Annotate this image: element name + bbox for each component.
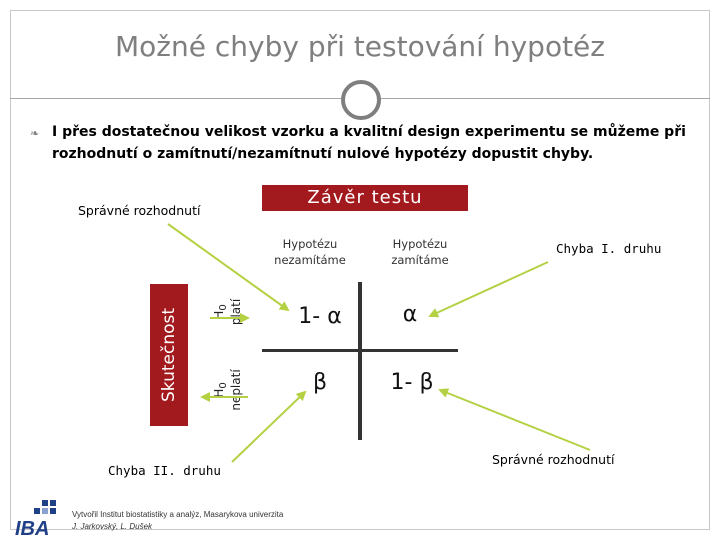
- row-h0-holds-text: platí: [229, 298, 244, 326]
- arrow-type2-to-beta: [232, 392, 305, 462]
- arrow-correct-to-one-minus-alpha: [168, 224, 288, 310]
- cell-one-minus-alpha: 1- α: [298, 304, 342, 329]
- bullet-text: I přes dostatečnou velikost vzorku a kvalitní design experimentu se můžeme při rozhodnutí o zamítnutí/nezamítnutí nulové hypotézy dopustit chyby.: [52, 124, 686, 162]
- column-header-not-rejected-line2: nezamítáme: [274, 253, 346, 267]
- column-header-rejected-line2: zamítáme: [391, 253, 449, 267]
- row-header-reality-text: Skutečnost: [159, 307, 179, 403]
- iba-logo-text: IBA: [15, 518, 50, 540]
- row-h0-subscript-2: 0: [218, 382, 230, 389]
- footer-institute: Vytvořil Institut biostatistiky a analýz, Masarykova univerzita: [72, 510, 284, 519]
- arrow-type1-to-alpha: [430, 262, 548, 316]
- bullet-icon: ❧: [30, 127, 40, 140]
- label-type1-error: Chyba I. druhu: [556, 241, 662, 256]
- row-h0-subscript: 0: [218, 304, 230, 311]
- cell-beta: β: [312, 370, 328, 395]
- column-header-not-rejected-line1: Hypotézu: [282, 237, 338, 251]
- cell-one-minus-beta: 1- β: [390, 370, 434, 395]
- cell-alpha: α: [402, 302, 418, 327]
- label-type2-error: Chyba II. druhu: [108, 463, 221, 478]
- row-h0-symbol: H: [211, 310, 226, 320]
- row-h0-symbol-2: H: [211, 388, 226, 398]
- footer-authors: J. Jarkovský, L. Dušek: [72, 522, 153, 531]
- arrow-correct-to-one-minus-beta: [440, 390, 590, 450]
- table-header-test-conclusion: Závěr testu: [262, 185, 468, 211]
- footer: [72, 509, 283, 533]
- row-h0-not-holds-text: neplatí: [229, 369, 244, 411]
- label-correct-decision-top: Správné rozhodnutí: [78, 203, 201, 218]
- label-correct-decision-bottom: Správné rozhodnutí: [492, 452, 615, 467]
- slide-title: Možné chyby při testování hypotéz: [115, 30, 605, 63]
- column-header-rejected-line1: Hypotézu: [392, 237, 448, 251]
